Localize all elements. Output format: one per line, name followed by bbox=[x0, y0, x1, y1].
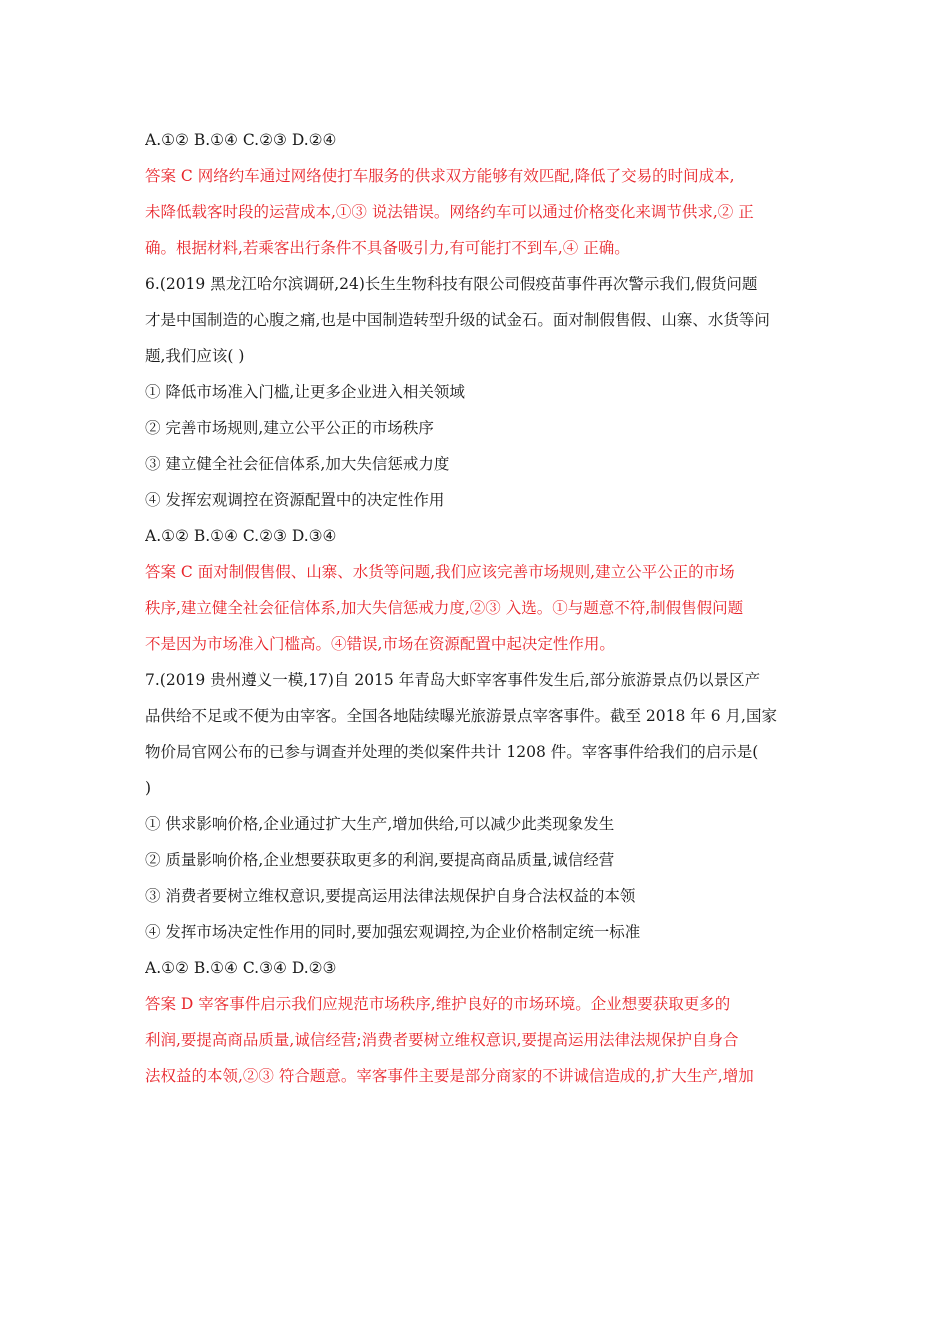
q6-item-2: ② 完善市场规则,建立公平公正的市场秩序 bbox=[145, 419, 434, 437]
q5-answer-line-2: 未降低载客时段的运营成本,①③ 说法错误。网络约车可以通过价格变化来调节供求,② 正 bbox=[145, 203, 754, 221]
q6-stem-line-3: 题,我们应该( ) bbox=[145, 347, 245, 365]
q6-stem-line-1: 6.(2019 黑龙江哈尔滨调研,24)长生生物科技有限公司假疫苗事件再次警示我们,假货问题 bbox=[145, 275, 758, 293]
q7-stem-line-3: 物价局官网公布的已参与调查并处理的类似案件共计 1208 件。宰客事件给我们的启示是( bbox=[145, 743, 759, 761]
q7-stem-line-1: 7.(2019 贵州遵义一模,17)自 2015 年青岛大虾宰客事件发生后,部分旅游景点仍以景区产 bbox=[145, 671, 761, 689]
q7-item-1: ① 供求影响价格,企业通过扩大生产,增加供给,可以减少此类现象发生 bbox=[145, 815, 615, 833]
q7-answer-line-1: 答案 D 宰客事件启示我们应规范市场秩序,维护良好的市场环境。企业想要获取更多的 bbox=[145, 995, 731, 1013]
q6-item-3: ③ 建立健全社会征信体系,加大失信惩戒力度 bbox=[145, 455, 450, 473]
q7-answer-line-2: 利润,要提高商品质量,诚信经营;消费者要树立维权意识,要提高运用法律法规保护自身合 bbox=[145, 1031, 739, 1049]
q6-item-1: ① 降低市场准入门槛,让更多企业进入相关领域 bbox=[145, 383, 465, 401]
q6-answer-line-1: 答案 C 面对制假售假、山寨、水货等问题,我们应该完善市场规则,建立公平公正的市场 bbox=[145, 563, 735, 581]
q7-answer-line-3: 法权益的本领,②③ 符合题意。宰客事件主要是部分商家的不讲诚信造成的,扩大生产,增加 bbox=[145, 1067, 754, 1085]
q6-answer-line-2: 秩序,建立健全社会征信体系,加大失信惩戒力度,②③ 入选。①与题意不符,制假售假问题 bbox=[145, 599, 744, 617]
q7-item-2: ② 质量影响价格,企业想要获取更多的利润,要提高商品质量,诚信经营 bbox=[145, 851, 615, 869]
q6-answer-line-3: 不是因为市场准入门槛高。④错误,市场在资源配置中起决定性作用。 bbox=[145, 635, 615, 653]
q6-options: A.①② B.①④ C.②③ D.③④ bbox=[145, 527, 337, 545]
document-page bbox=[145, 122, 810, 1094]
q5-answer-line-3: 确。根据材料,若乘客出行条件不具备吸引力,有可能打不到车,④ 正确。 bbox=[145, 239, 630, 257]
q6-item-4: ④ 发挥宏观调控在资源配置中的决定性作用 bbox=[145, 491, 445, 509]
q7-options: A.①② B.①④ C.③④ D.②③ bbox=[145, 959, 337, 977]
q5-answer-line-1: 答案 C 网络约车通过网络使打车服务的供求双方能够有效匹配,降低了交易的时间成本, bbox=[145, 167, 735, 185]
q6-stem-line-2: 才是中国制造的心腹之痛,也是中国制造转型升级的试金石。面对制假售假、山寨、水货等问 bbox=[145, 311, 770, 329]
q7-item-3: ③ 消费者要树立维权意识,要提高运用法律法规保护自身合法权益的本领 bbox=[145, 887, 636, 905]
q7-stem-line-2: 品供给不足或不便为由宰客。全国各地陆续曝光旅游景点宰客事件。截至 2018 年 6 月,国家 bbox=[145, 707, 777, 725]
q5-options: A.①② B.①④ C.②③ D.②④ bbox=[145, 131, 337, 149]
q7-stem-line-4: ) bbox=[145, 779, 152, 797]
q7-item-4: ④ 发挥市场决定性作用的同时,要加强宏观调控,为企业价格制定统一标准 bbox=[145, 923, 641, 941]
